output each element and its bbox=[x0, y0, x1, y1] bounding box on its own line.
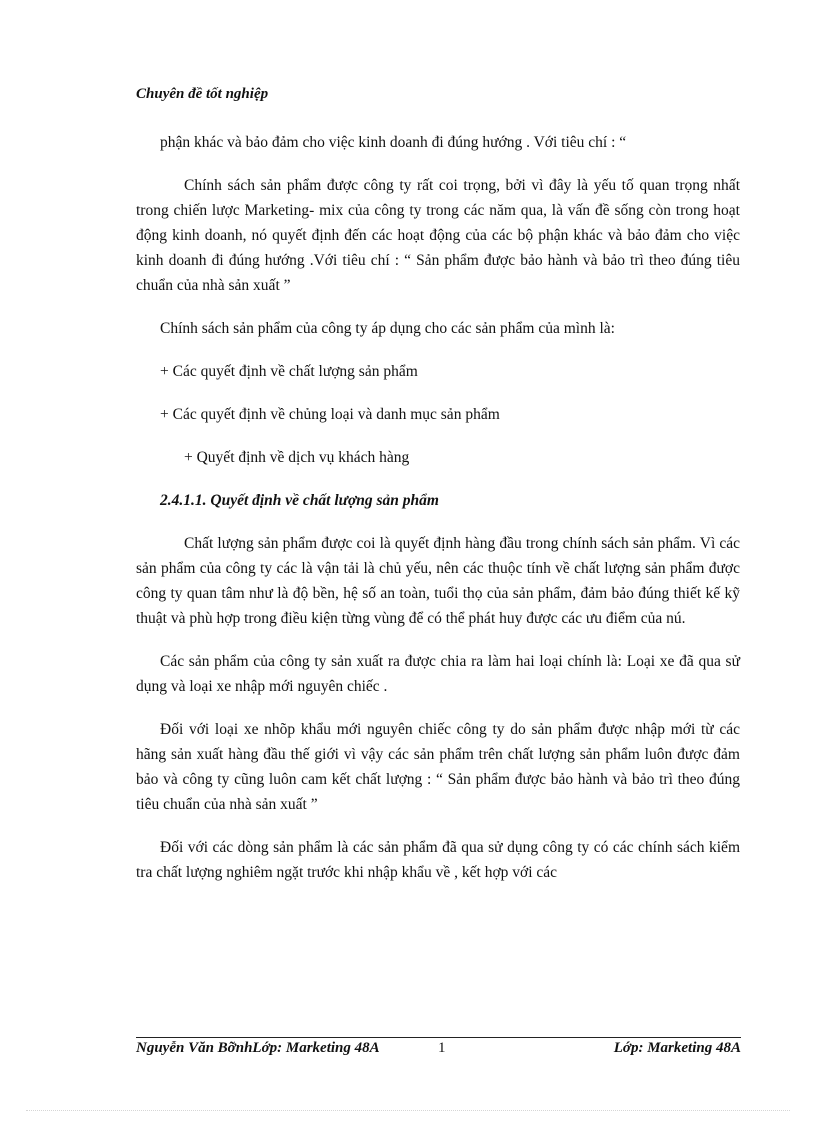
paragraph-policy-intro: Chính sách sản phẩm của công ty áp dụng cho các sản phẩm của mình là: bbox=[160, 320, 615, 337]
page-number: 1 bbox=[438, 1040, 446, 1056]
page-bottom-edge bbox=[26, 1110, 790, 1111]
bullet-customer-service: + Quyết định về dịch vụ khách hàng bbox=[184, 449, 410, 466]
paragraph-new-imports: Đối với loại xe nhõp khẩu mới nguyên chiếc công ty do sản phẩm được nhập mới từ các hãng sản xuất hàng đầu thế giới vì vậy các sản phẩm trên chất lượng sản phẩm luôn được đảm bảo và công ty cũng luôn cam kết chất lượng : “ Sản phẩm được bảo hành và bảo trì theo đúng tiêu chuẩn của nhà sản xuất ” bbox=[136, 721, 740, 813]
section-heading: 2.4.1.1. Quyết định về chất lượng sản phẩm bbox=[160, 492, 439, 509]
body-text bbox=[136, 130, 740, 903]
footer-divider bbox=[136, 1037, 741, 1038]
paragraph-used-products: Đối với các dòng sản phẩm là các sản phẩm đã qua sử dụng công ty có các chính sách kiểm tra chất lượng nghiêm ngặt trước khi nhập khẩu về , kết hợp với các bbox=[136, 839, 740, 881]
bullet-quality-decisions: + Các quyết định về chất lượng sản phẩm bbox=[160, 363, 418, 380]
paragraph-product-policy: Chính sách sản phẩm được công ty rất coi trọng, bởi vì đây là yếu tố quan trọng nhất trong chiến lược Marketing- mix của công ty trong các năm qua, là vấn đề sống còn trong hoạt động kinh doanh, nó quyết định đến các hoạt động của các bộ phận khác và bảo đảm cho việc kinh doanh đi đúng hướng .Với tiêu chí : “ Sản phẩm được bảo hành và bảo trì theo đúng tiêu chuẩn của nhà sản xuất ” bbox=[136, 177, 740, 294]
page-header-title: Chuyên đề tốt nghiệp bbox=[136, 86, 269, 102]
footer-class: Lớp: Marketing 48A bbox=[613, 1040, 741, 1056]
footer-author: Nguyễn Văn BỡnhLớp: Marketing 48A bbox=[136, 1040, 380, 1056]
paragraph-product-types: Các sản phẩm của công ty sản xuất ra được chia ra làm hai loại chính là: Loại xe đã qua sử dụng và loại xe nhập mới nguyên chiếc . bbox=[136, 653, 740, 695]
bullet-category-decisions: + Các quyết định về chủng loại và danh mục sản phẩm bbox=[160, 406, 500, 423]
paragraph-continuation: phận khác và bảo đảm cho việc kinh doanh đi đúng hướng . Với tiêu chí : “ bbox=[160, 134, 627, 151]
paragraph-quality: Chất lượng sản phẩm được coi là quyết định hàng đầu trong chính sách sản phẩm. Vì các sản phẩm của công ty các là vận tải là chủ yếu, nên các thuộc tính về chất lượng sản phẩm được công ty quan tâm như là độ bền, hệ số an toàn, tuổi thọ của sản phẩm, đảm bảo đúng thiết kế kỹ thuật và phù hợp trong điều kiện từng vùng để có thể phát huy được các ưu điểm của nú. bbox=[136, 535, 740, 627]
